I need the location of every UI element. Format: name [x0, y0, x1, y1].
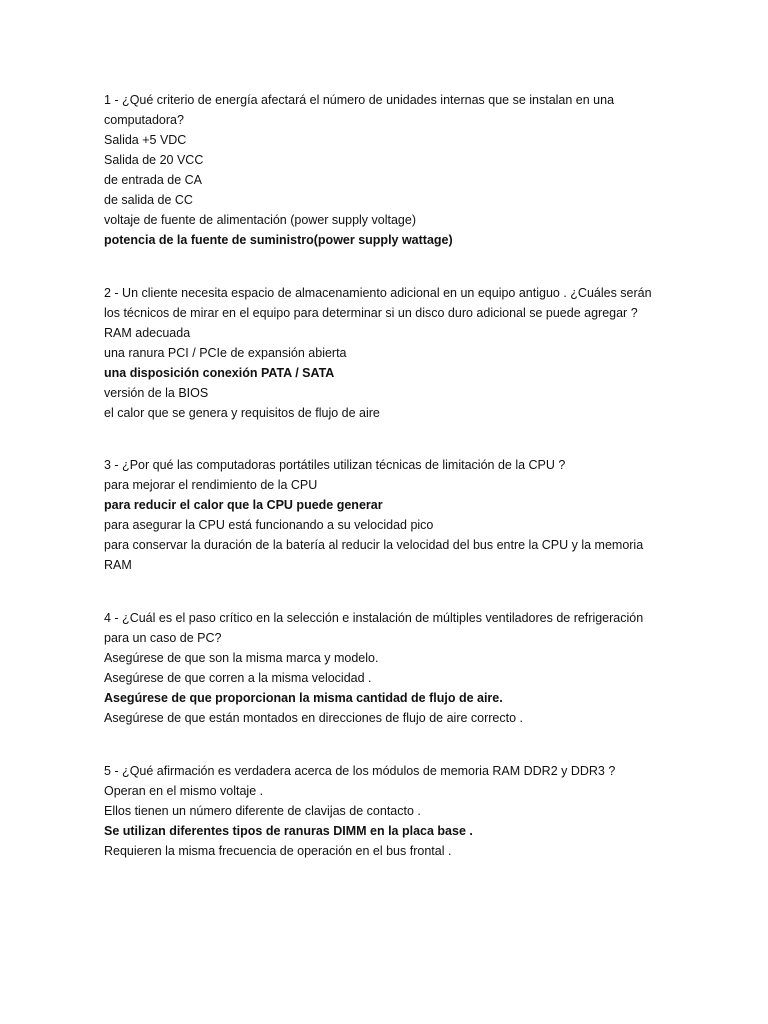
question-4: [104, 608, 664, 728]
question-5-option-3-correct: Se utilizan diferentes tipos de ranuras DIMM en la placa base .: [104, 824, 473, 838]
question-3: [104, 455, 664, 575]
question-1-option-2: Salida de 20 VCC: [104, 153, 204, 167]
question-2: [104, 283, 664, 423]
question-2-option-2: una ranura PCI / PCIe de expansión abierta: [104, 346, 347, 360]
question-2-option-1: RAM adecuada: [104, 326, 191, 340]
question-3-option-1: para mejorar el rendimiento de la CPU: [104, 478, 318, 492]
question-3-text: 3 - ¿Por qué las computadoras portátiles utilizan técnicas de limitación de la CPU ?: [104, 458, 566, 472]
question-4-option-4: Asegúrese de que están montados en direcciones de flujo de aire correcto .: [104, 711, 524, 725]
question-1-option-1: Salida +5 VDC: [104, 133, 187, 147]
question-2-option-4: versión de la BIOS: [104, 386, 209, 400]
question-2-option-5: el calor que se genera y requisitos de flujo de aire: [104, 406, 380, 420]
question-1-option-3: de entrada de CA: [104, 173, 202, 187]
question-5-option-2: Ellos tienen un número diferente de clavijas de contacto .: [104, 804, 421, 818]
question-5-option-4: Requieren la misma frecuencia de operación en el bus frontal .: [104, 844, 452, 858]
question-2-option-3-correct: una disposición conexión PATA / SATA: [104, 366, 335, 380]
question-1-text: 1 - ¿Qué criterio de energía afectará el número de unidades internas que se instalan en una computadora?: [104, 93, 615, 127]
question-3-option-2-correct: para reducir el calor que la CPU puede generar: [104, 498, 383, 512]
question-3-option-4: para conservar la duración de la batería al reducir la velocidad del bus entre la CPU y la memoria RAM: [104, 538, 644, 572]
question-3-option-3: para asegurar la CPU está funcionando a su velocidad pico: [104, 518, 434, 532]
question-1-option-4: de salida de CC: [104, 193, 193, 207]
question-4-option-3-correct: Asegúrese de que proporcionan la misma cantidad de flujo de aire.: [104, 691, 503, 705]
question-1-option-5: voltaje de fuente de alimentación (power supply voltage): [104, 213, 416, 227]
question-4-option-1: Asegúrese de que son la misma marca y modelo.: [104, 651, 379, 665]
question-5: [104, 761, 664, 861]
question-4-text: 4 - ¿Cuál es el paso crítico en la selección e instalación de múltiples ventiladores de refrigeración para un caso de PC?: [104, 611, 644, 645]
question-5-text: 5 - ¿Qué afirmación es verdadera acerca de los módulos de memoria RAM DDR2 y DDR3 ?: [104, 764, 616, 778]
question-1-option-6-correct: potencia de la fuente de suministro(power supply wattage): [104, 233, 453, 247]
question-2-text: 2 - Un cliente necesita espacio de almacenamiento adicional en un equipo antiguo . ¿Cuáles serán los técnicos de mirar en el equipo para determinar si un disco duro adicional se puede agregar ?: [104, 286, 652, 320]
question-5-option-1: Operan en el mismo voltaje .: [104, 784, 264, 798]
question-1: [104, 90, 664, 250]
question-4-option-2: Asegúrese de que corren a la misma velocidad .: [104, 671, 372, 685]
